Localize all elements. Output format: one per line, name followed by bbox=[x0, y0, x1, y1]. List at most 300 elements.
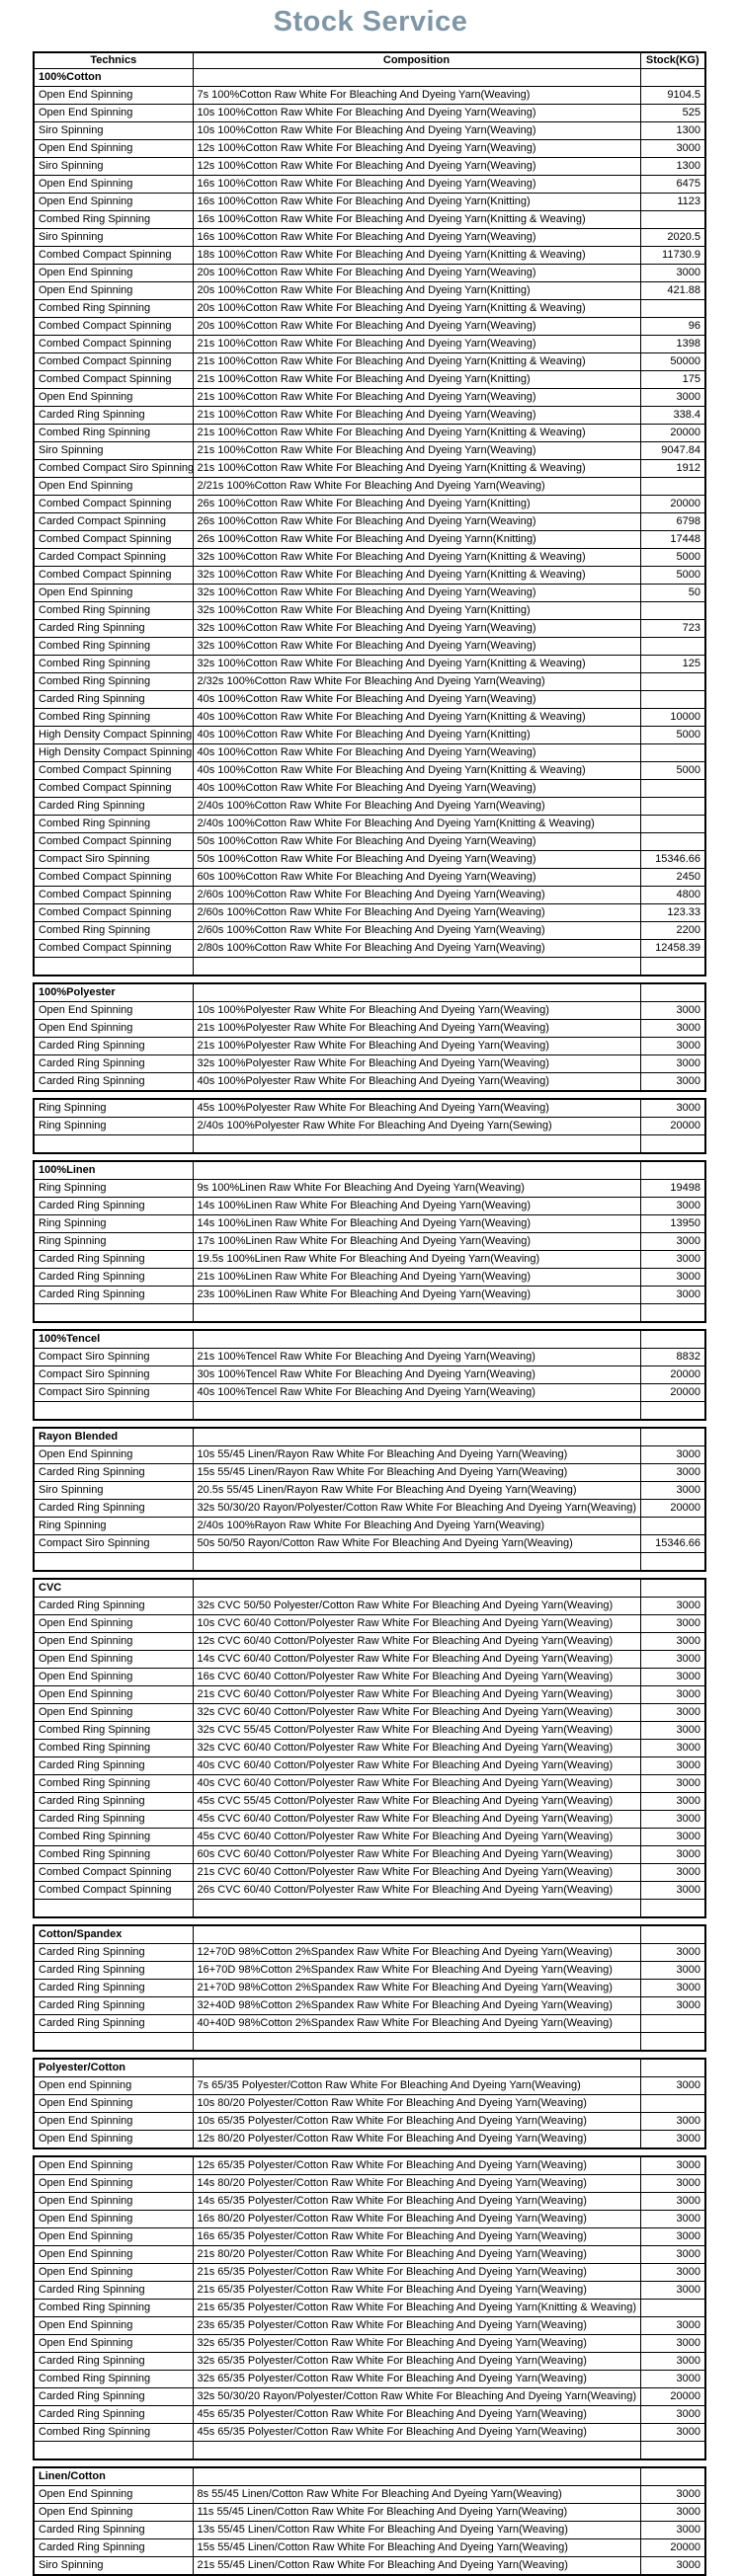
section-header-row bbox=[34, 983, 705, 1002]
empty-row bbox=[34, 2033, 705, 2052]
table-row bbox=[34, 1829, 705, 1846]
table-row bbox=[34, 1002, 705, 1020]
table-row bbox=[34, 1793, 705, 1811]
stock-cell bbox=[640, 780, 705, 798]
table-row bbox=[34, 1073, 705, 1092]
composition-cell: 16s 65/35 Polyester/Cotton Raw White For Bleaching And Dyeing Yarn(Weaving) bbox=[193, 2228, 640, 2246]
technics-cell: Open End Spinning bbox=[34, 2113, 193, 2131]
stock-cell: 96 bbox=[640, 318, 705, 336]
table-row bbox=[34, 194, 705, 211]
composition-cell: 50s 50/50 Rayon/Cotton Raw White For Bleaching And Dyeing Yarn(Weaving) bbox=[193, 1535, 640, 1553]
technics-cell: Combed Ring Spinning bbox=[34, 922, 193, 940]
table-row bbox=[34, 1633, 705, 1651]
stock-cell: 20000 bbox=[640, 1118, 705, 1135]
composition-cell: 21s 100%Polyester Raw White For Bleaching And Dyeing Yarn(Weaving) bbox=[193, 1020, 640, 1038]
stock-cell bbox=[640, 691, 705, 709]
technics-cell: Open End Spinning bbox=[34, 1669, 193, 1686]
stock-cell: 3000 bbox=[640, 1269, 705, 1287]
technics-cell: Combed Ring Spinning bbox=[34, 2300, 193, 2317]
stock-cell: 3000 bbox=[640, 2246, 705, 2264]
composition-cell: 16s 100%Cotton Raw White For Bleaching And Dyeing Yarn(Weaving) bbox=[193, 229, 640, 247]
technics-cell: Siro Spinning bbox=[34, 158, 193, 176]
composition-cell: 26s 100%Cotton Raw White For Bleaching And Dyeing Yarn(Knitting) bbox=[193, 496, 640, 513]
technics-cell: Open End Spinning bbox=[34, 2504, 193, 2522]
stock-cell bbox=[640, 300, 705, 318]
table-row bbox=[34, 2015, 705, 2033]
table-row bbox=[34, 744, 705, 762]
technics-cell: Carded Ring Spinning bbox=[34, 1793, 193, 1811]
composition-cell: 40s 100%Cotton Raw White For Bleaching And Dyeing Yarn(Weaving) bbox=[193, 780, 640, 798]
stock-cell: 1912 bbox=[640, 460, 705, 478]
stock-cell: 3000 bbox=[640, 2131, 705, 2149]
composition-cell: 32s 50/30/20 Rayon/Polyester/Cotton Raw White For Bleaching And Dyeing Yarn(Weaving) bbox=[193, 1500, 640, 1518]
stock-cell bbox=[640, 2442, 705, 2460]
stock-cell: 4800 bbox=[640, 887, 705, 904]
stock-cell bbox=[640, 833, 705, 851]
technics-cell: Carded Ring Spinning bbox=[34, 620, 193, 638]
stock-cell: 2200 bbox=[640, 922, 705, 940]
composition-cell: 32s 100%Cotton Raw White For Bleaching And Dyeing Yarn(Weaving) bbox=[193, 638, 640, 656]
composition-cell: 26s 100%Cotton Raw White For Bleaching And Dyeing Yarnn(Knitting) bbox=[193, 531, 640, 549]
empty-row bbox=[34, 1553, 705, 1572]
technics-cell bbox=[34, 1135, 193, 1154]
stock-cell bbox=[640, 958, 705, 976]
technics-cell: Siro Spinning bbox=[34, 229, 193, 247]
table-row bbox=[34, 1775, 705, 1793]
composition-cell: 32s 100%Cotton Raw White For Bleaching And Dyeing Yarn(Weaving) bbox=[193, 585, 640, 602]
section-title: Cotton/Spandex bbox=[34, 1925, 193, 1944]
technics-cell: Open End Spinning bbox=[34, 2228, 193, 2246]
table-row bbox=[34, 1500, 705, 1518]
stock-cell: 525 bbox=[640, 105, 705, 122]
stock-cell: 3000 bbox=[640, 1651, 705, 1669]
composition-cell: 21s 100%Cotton Raw White For Bleaching And Dyeing Yarn(Weaving) bbox=[193, 336, 640, 353]
composition-cell: 32s CVC 60/40 Cotton/Polyester Raw White For Bleaching And Dyeing Yarn(Weaving) bbox=[193, 1740, 640, 1757]
table-row bbox=[34, 922, 705, 940]
composition-cell: 30s 100%Tencel Raw White For Bleaching And Dyeing Yarn(Weaving) bbox=[193, 1366, 640, 1384]
technics-cell: Open End Spinning bbox=[34, 1002, 193, 1020]
technics-cell: Carded Ring Spinning bbox=[34, 691, 193, 709]
table-row bbox=[34, 1215, 705, 1233]
technics-cell: Carded Ring Spinning bbox=[34, 1980, 193, 1997]
technics-cell: Ring Spinning bbox=[34, 1099, 193, 1118]
composition-cell: 26s 100%Cotton Raw White For Bleaching And Dyeing Yarn(Weaving) bbox=[193, 513, 640, 531]
composition-cell: 32+40D 98%Cotton 2%Spandex Raw White For Bleaching And Dyeing Yarn(Weaving) bbox=[193, 1997, 640, 2015]
table-row bbox=[34, 1962, 705, 1980]
technics-cell bbox=[34, 1553, 193, 1572]
technics-cell: Combed Ring Spinning bbox=[34, 1846, 193, 1864]
stock-cell: 3000 bbox=[640, 1980, 705, 1997]
table-row bbox=[34, 1287, 705, 1304]
stock-cell: 6475 bbox=[640, 176, 705, 194]
stock-cell: 3000 bbox=[640, 2175, 705, 2193]
technics-cell: Open End Spinning bbox=[34, 1651, 193, 1669]
table-row bbox=[34, 1757, 705, 1775]
stock-cell: 3000 bbox=[640, 1740, 705, 1757]
composition-cell: 2/40s 100%Cotton Raw White For Bleaching And Dyeing Yarn(Knitting & Weaving) bbox=[193, 816, 640, 833]
composition-cell: 15s 55/45 Linen/Rayon Raw White For Bleaching And Dyeing Yarn(Weaving) bbox=[193, 1464, 640, 1482]
composition-cell: 21s 100%Tencel Raw White For Bleaching And Dyeing Yarn(Weaving) bbox=[193, 1349, 640, 1366]
composition-cell: 21s CVC 60/40 Cotton/Polyester Raw White For Bleaching And Dyeing Yarn(Weaving) bbox=[193, 1864, 640, 1882]
composition-cell: 2/40s 100%Rayon Raw White For Bleaching And Dyeing Yarn(Weaving) bbox=[193, 1518, 640, 1535]
composition-cell: 21s 65/35 Polyester/Cotton Raw White For Bleaching And Dyeing Yarn(Weaving) bbox=[193, 2264, 640, 2282]
composition-cell bbox=[193, 2442, 640, 2460]
table-row bbox=[34, 1944, 705, 1962]
stock-cell: 3000 bbox=[640, 1669, 705, 1686]
stock-cell: 3000 bbox=[640, 1446, 705, 1464]
table-row bbox=[34, 1446, 705, 1464]
table-row bbox=[34, 1180, 705, 1198]
section-spacer-cell bbox=[193, 1428, 640, 1446]
stock-cell: 9104.5 bbox=[640, 87, 705, 105]
section-spacer-cell bbox=[640, 2467, 705, 2486]
composition-cell: 21s 100%Cotton Raw White For Bleaching And Dyeing Yarn(Knitting & Weaving) bbox=[193, 353, 640, 371]
technics-cell: Combed Compact Spinning bbox=[34, 247, 193, 265]
stock-cell: 3000 bbox=[640, 1464, 705, 1482]
stock-cell bbox=[640, 673, 705, 691]
stock-cell: 3000 bbox=[640, 1055, 705, 1073]
stock-cell: 3000 bbox=[640, 1775, 705, 1793]
stock-cell: 20000 bbox=[640, 1384, 705, 1402]
column-header: Composition bbox=[193, 52, 640, 69]
composition-cell: 32s 100%Cotton Raw White For Bleaching And Dyeing Yarn(Knitting & Weaving) bbox=[193, 549, 640, 567]
table-row bbox=[34, 1864, 705, 1882]
stock-cell: 19498 bbox=[640, 1180, 705, 1198]
stock-cell: 3000 bbox=[640, 1615, 705, 1633]
composition-cell: 21s CVC 60/40 Cotton/Polyester Raw White For Bleaching And Dyeing Yarn(Weaving) bbox=[193, 1686, 640, 1704]
composition-cell: 10s 80/20 Polyester/Cotton Raw White For Bleaching And Dyeing Yarn(Weaving) bbox=[193, 2095, 640, 2113]
stock-cell: 3000 bbox=[640, 389, 705, 407]
stock-cell bbox=[640, 1304, 705, 1323]
technics-cell: Open End Spinning bbox=[34, 1704, 193, 1722]
technics-cell bbox=[34, 1402, 193, 1421]
table-row bbox=[34, 2095, 705, 2113]
section-title: 100%Cotton bbox=[34, 69, 193, 87]
section-title: 100%Linen bbox=[34, 1161, 193, 1180]
composition-cell: 20.5s 55/45 Linen/Rayon Raw White For Bleaching And Dyeing Yarn(Weaving) bbox=[193, 1482, 640, 1500]
technics-cell: Open End Spinning bbox=[34, 1020, 193, 1038]
stock-table-block bbox=[33, 1427, 706, 1572]
composition-cell: 2/32s 100%Cotton Raw White For Bleaching And Dyeing Yarn(Weaving) bbox=[193, 673, 640, 691]
composition-cell: 14s 65/35 Polyester/Cotton Raw White For Bleaching And Dyeing Yarn(Weaving) bbox=[193, 2193, 640, 2211]
technics-cell: Siro Spinning bbox=[34, 442, 193, 460]
stock-table-block bbox=[33, 1578, 706, 1918]
composition-cell: 16s CVC 60/40 Cotton/Polyester Raw White For Bleaching And Dyeing Yarn(Weaving) bbox=[193, 1669, 640, 1686]
technics-cell: Open End Spinning bbox=[34, 2486, 193, 2504]
technics-cell: Combed Compact Spinning bbox=[34, 318, 193, 336]
section-header-row bbox=[34, 69, 705, 87]
composition-cell: 32s 65/35 Polyester/Cotton Raw White For Bleaching And Dyeing Yarn(Weaving) bbox=[193, 2353, 640, 2371]
technics-cell: Carded Ring Spinning bbox=[34, 2522, 193, 2539]
table-row bbox=[34, 389, 705, 407]
table-row bbox=[34, 1251, 705, 1269]
stock-cell bbox=[640, 1900, 705, 1918]
technics-cell: Open End Spinning bbox=[34, 2246, 193, 2264]
table-row bbox=[34, 2282, 705, 2300]
composition-cell: 2/80s 100%Cotton Raw White For Bleaching And Dyeing Yarn(Weaving) bbox=[193, 940, 640, 958]
stock-cell: 50 bbox=[640, 585, 705, 602]
table-row bbox=[34, 2335, 705, 2353]
table-row bbox=[34, 1980, 705, 1997]
table-row bbox=[34, 211, 705, 229]
composition-cell: 14s 100%Linen Raw White For Bleaching And Dyeing Yarn(Weaving) bbox=[193, 1215, 640, 1233]
technics-cell: Carded Ring Spinning bbox=[34, 798, 193, 816]
composition-cell: 21s 100%Cotton Raw White For Bleaching And Dyeing Yarn(Knitting) bbox=[193, 371, 640, 389]
technics-cell: Combed Ring Spinning bbox=[34, 1722, 193, 1740]
table-row bbox=[34, 336, 705, 353]
composition-cell: 10s 55/45 Linen/Rayon Raw White For Bleaching And Dyeing Yarn(Weaving) bbox=[193, 1446, 640, 1464]
composition-cell: 40s 100%Cotton Raw White For Bleaching And Dyeing Yarn(Knitting & Weaving) bbox=[193, 762, 640, 780]
stock-cell: 3000 bbox=[640, 265, 705, 282]
stock-cell: 3000 bbox=[640, 1287, 705, 1304]
table-row bbox=[34, 1269, 705, 1287]
technics-cell: Open End Spinning bbox=[34, 389, 193, 407]
technics-cell: Open End Spinning bbox=[34, 1446, 193, 1464]
composition-cell: 12+70D 98%Cotton 2%Spandex Raw White For Bleaching And Dyeing Yarn(Weaving) bbox=[193, 1944, 640, 1962]
table-row bbox=[34, 691, 705, 709]
technics-cell: Open End Spinning bbox=[34, 265, 193, 282]
section-title: 100%Tencel bbox=[34, 1330, 193, 1349]
technics-cell: Open End Spinning bbox=[34, 282, 193, 300]
table-row bbox=[34, 2539, 705, 2557]
section-title: Polyester/Cotton bbox=[34, 2059, 193, 2077]
table-row bbox=[34, 1722, 705, 1740]
table-row bbox=[34, 727, 705, 744]
technics-cell: Open End Spinning bbox=[34, 2131, 193, 2149]
table-row bbox=[34, 1118, 705, 1135]
technics-cell bbox=[34, 2442, 193, 2460]
stock-cell: 20000 bbox=[640, 496, 705, 513]
technics-cell: Carded Ring Spinning bbox=[34, 1038, 193, 1055]
stock-cell: 17448 bbox=[640, 531, 705, 549]
technics-cell bbox=[34, 1304, 193, 1323]
stock-cell: 3000 bbox=[640, 2156, 705, 2175]
table-row bbox=[34, 1384, 705, 1402]
column-header-row bbox=[34, 52, 705, 69]
technics-cell: Combed Ring Spinning bbox=[34, 2371, 193, 2388]
composition-cell: 32s 65/35 Polyester/Cotton Raw White For Bleaching And Dyeing Yarn(Weaving) bbox=[193, 2335, 640, 2353]
technics-cell: Open End Spinning bbox=[34, 2211, 193, 2228]
table-row bbox=[34, 531, 705, 549]
composition-cell: 16s 100%Cotton Raw White For Bleaching And Dyeing Yarn(Weaving) bbox=[193, 176, 640, 194]
stock-cell bbox=[640, 1518, 705, 1535]
section-spacer-cell bbox=[640, 1330, 705, 1349]
stock-cell: 3000 bbox=[640, 2486, 705, 2504]
stock-cell: 1300 bbox=[640, 158, 705, 176]
stock-cell: 3000 bbox=[640, 1598, 705, 1615]
technics-cell: Carded Ring Spinning bbox=[34, 2539, 193, 2557]
composition-cell: 14s 80/20 Polyester/Cotton Raw White For Bleaching And Dyeing Yarn(Weaving) bbox=[193, 2175, 640, 2193]
technics-cell: Open End Spinning bbox=[34, 87, 193, 105]
composition-cell: 32s CVC 50/50 Polyester/Cotton Raw White For Bleaching And Dyeing Yarn(Weaving) bbox=[193, 1598, 640, 1615]
technics-cell: Compact Siro Spinning bbox=[34, 1535, 193, 1553]
table-row bbox=[34, 549, 705, 567]
stock-cell bbox=[640, 1135, 705, 1154]
table-row bbox=[34, 105, 705, 122]
stock-cell: 3000 bbox=[640, 1020, 705, 1038]
technics-cell: Ring Spinning bbox=[34, 1518, 193, 1535]
stock-cell: 3000 bbox=[640, 1722, 705, 1740]
table-row bbox=[34, 265, 705, 282]
technics-cell bbox=[34, 1900, 193, 1918]
table-row bbox=[34, 1811, 705, 1829]
table-row bbox=[34, 1055, 705, 1073]
technics-cell: Combed Ring Spinning bbox=[34, 816, 193, 833]
technics-cell: Carded Ring Spinning bbox=[34, 1757, 193, 1775]
technics-cell: Carded Ring Spinning bbox=[34, 2406, 193, 2424]
composition-cell: 40s 100%Cotton Raw White For Bleaching And Dyeing Yarn(Knitting & Weaving) bbox=[193, 709, 640, 727]
technics-cell: Combed Compact Spinning bbox=[34, 567, 193, 585]
table-row bbox=[34, 122, 705, 140]
technics-cell: Open End Spinning bbox=[34, 2193, 193, 2211]
technics-cell: Carded Ring Spinning bbox=[34, 1962, 193, 1980]
technics-cell: High Density Compact Spinning bbox=[34, 744, 193, 762]
composition-cell: 40s 100%Polyester Raw White For Bleaching And Dyeing Yarn(Weaving) bbox=[193, 1073, 640, 1092]
stock-cell: 3000 bbox=[640, 1686, 705, 1704]
table-row bbox=[34, 762, 705, 780]
stock-cell: 3000 bbox=[640, 1793, 705, 1811]
table-row bbox=[34, 816, 705, 833]
composition-cell: 21+70D 98%Cotton 2%Spandex Raw White For Bleaching And Dyeing Yarn(Weaving) bbox=[193, 1980, 640, 1997]
section-header-row bbox=[34, 1579, 705, 1598]
section-spacer-cell bbox=[640, 1428, 705, 1446]
table-row bbox=[34, 1482, 705, 1500]
stock-cell: 3000 bbox=[640, 1944, 705, 1962]
technics-cell: Open End Spinning bbox=[34, 2095, 193, 2113]
composition-cell: 50s 100%Cotton Raw White For Bleaching And Dyeing Yarn(Weaving) bbox=[193, 833, 640, 851]
table-row bbox=[34, 656, 705, 673]
stock-cell: 3000 bbox=[640, 1997, 705, 2015]
table-row bbox=[34, 1535, 705, 1553]
composition-cell: 11s 55/45 Linen/Cotton Raw White For Bleaching And Dyeing Yarn(Weaving) bbox=[193, 2504, 640, 2522]
empty-row bbox=[34, 1135, 705, 1154]
technics-cell: Combed Compact Spinning bbox=[34, 1882, 193, 1900]
table-row bbox=[34, 2156, 705, 2175]
technics-cell: Carded Compact Spinning bbox=[34, 549, 193, 567]
stock-cell: 5000 bbox=[640, 727, 705, 744]
stock-cell: 3000 bbox=[640, 1233, 705, 1251]
stock-cell: 20000 bbox=[640, 425, 705, 442]
stock-table-block bbox=[33, 2466, 706, 2576]
empty-row bbox=[34, 2442, 705, 2460]
section-spacer-cell bbox=[640, 1579, 705, 1598]
stock-cell: 421.88 bbox=[640, 282, 705, 300]
stock-cell: 3000 bbox=[640, 1482, 705, 1500]
table-row bbox=[34, 798, 705, 816]
technics-cell: Open End Spinning bbox=[34, 585, 193, 602]
section-spacer-cell bbox=[193, 1330, 640, 1349]
composition-cell: 21s 80/20 Polyester/Cotton Raw White For Bleaching And Dyeing Yarn(Weaving) bbox=[193, 2246, 640, 2264]
composition-cell: 12s 80/20 Polyester/Cotton Raw White For Bleaching And Dyeing Yarn(Weaving) bbox=[193, 2131, 640, 2149]
stock-table-block bbox=[33, 1160, 706, 1323]
stock-cell: 3000 bbox=[640, 1099, 705, 1118]
table-row bbox=[34, 1686, 705, 1704]
technics-cell: Combed Ring Spinning bbox=[34, 425, 193, 442]
technics-cell bbox=[34, 2033, 193, 2052]
technics-cell: Combed Ring Spinning bbox=[34, 1829, 193, 1846]
table-row bbox=[34, 2211, 705, 2228]
table-row bbox=[34, 2504, 705, 2522]
composition-cell bbox=[193, 1304, 640, 1323]
composition-cell: 32s 100%Polyester Raw White For Bleaching And Dyeing Yarn(Weaving) bbox=[193, 1055, 640, 1073]
section-header-row bbox=[34, 1428, 705, 1446]
table-row bbox=[34, 496, 705, 513]
composition-cell: 12s 100%Cotton Raw White For Bleaching And Dyeing Yarn(Weaving) bbox=[193, 140, 640, 158]
empty-row bbox=[34, 1900, 705, 1918]
technics-cell: Combed Compact Spinning bbox=[34, 371, 193, 389]
composition-cell: 32s 100%Cotton Raw White For Bleaching And Dyeing Yarn(Weaving) bbox=[193, 620, 640, 638]
section-spacer-cell bbox=[640, 983, 705, 1002]
technics-cell: Carded Compact Spinning bbox=[34, 513, 193, 531]
composition-cell: 45s CVC 60/40 Cotton/Polyester Raw White For Bleaching And Dyeing Yarn(Weaving) bbox=[193, 1829, 640, 1846]
composition-cell: 7s 65/35 Polyester/Cotton Raw White For Bleaching And Dyeing Yarn(Weaving) bbox=[193, 2077, 640, 2095]
stock-cell bbox=[640, 1402, 705, 1421]
stock-cell bbox=[640, 2300, 705, 2317]
table-row bbox=[34, 638, 705, 656]
stock-cell: 3000 bbox=[640, 1846, 705, 1864]
composition-cell: 10s CVC 60/40 Cotton/Polyester Raw White For Bleaching And Dyeing Yarn(Weaving) bbox=[193, 1615, 640, 1633]
section-title: 100%Polyester bbox=[34, 983, 193, 1002]
composition-cell: 40+40D 98%Cotton 2%Spandex Raw White For Bleaching And Dyeing Yarn(Weaving) bbox=[193, 2015, 640, 2033]
stock-cell: 3000 bbox=[640, 2317, 705, 2335]
technics-cell: Open End Spinning bbox=[34, 1615, 193, 1633]
composition-cell: 16s 100%Cotton Raw White For Bleaching And Dyeing Yarn(Knitting & Weaving) bbox=[193, 211, 640, 229]
table-row bbox=[34, 833, 705, 851]
table-row bbox=[34, 2406, 705, 2424]
stock-cell: 3000 bbox=[640, 1198, 705, 1215]
table-row bbox=[34, 318, 705, 336]
technics-cell: Combed Ring Spinning bbox=[34, 1740, 193, 1757]
technics-cell: Combed Ring Spinning bbox=[34, 709, 193, 727]
composition-cell: 12s 100%Cotton Raw White For Bleaching And Dyeing Yarn(Weaving) bbox=[193, 158, 640, 176]
technics-cell: Carded Ring Spinning bbox=[34, 1073, 193, 1092]
table-row bbox=[34, 247, 705, 265]
composition-cell: 23s 100%Linen Raw White For Bleaching And Dyeing Yarn(Weaving) bbox=[193, 1287, 640, 1304]
technics-cell: Carded Ring Spinning bbox=[34, 1997, 193, 2015]
table-row bbox=[34, 1846, 705, 1864]
table-row bbox=[34, 869, 705, 887]
composition-cell: 2/60s 100%Cotton Raw White For Bleaching And Dyeing Yarn(Weaving) bbox=[193, 922, 640, 940]
composition-cell: 21s 100%Cotton Raw White For Bleaching And Dyeing Yarn(Weaving) bbox=[193, 389, 640, 407]
table-row bbox=[34, 2246, 705, 2264]
stock-cell: 3000 bbox=[640, 2424, 705, 2442]
technics-cell: Carded Ring Spinning bbox=[34, 1287, 193, 1304]
stock-table-block bbox=[33, 1329, 706, 1421]
composition-cell: 16s 80/20 Polyester/Cotton Raw White For Bleaching And Dyeing Yarn(Weaving) bbox=[193, 2211, 640, 2228]
stock-cell: 3000 bbox=[640, 1882, 705, 1900]
section-spacer-cell bbox=[193, 2059, 640, 2077]
composition-cell: 45s 65/35 Polyester/Cotton Raw White For Bleaching And Dyeing Yarn(Weaving) bbox=[193, 2424, 640, 2442]
technics-cell: Open End Spinning bbox=[34, 2335, 193, 2353]
stock-cell: 15346.66 bbox=[640, 851, 705, 869]
technics-cell: Carded Ring Spinning bbox=[34, 2015, 193, 2033]
table-row bbox=[34, 620, 705, 638]
composition-cell: 23s 65/35 Polyester/Cotton Raw White For Bleaching And Dyeing Yarn(Weaving) bbox=[193, 2317, 640, 2335]
table-row bbox=[34, 2300, 705, 2317]
stock-cell bbox=[640, 816, 705, 833]
composition-cell: 20s 100%Cotton Raw White For Bleaching And Dyeing Yarn(Knitting & Weaving) bbox=[193, 300, 640, 318]
composition-cell: 32s 100%Cotton Raw White For Bleaching And Dyeing Yarn(Knitting & Weaving) bbox=[193, 656, 640, 673]
composition-cell: 32s 50/30/20 Rayon/Polyester/Cotton Raw White For Bleaching And Dyeing Yarn(Weaving) bbox=[193, 2388, 640, 2406]
section-spacer-cell bbox=[640, 69, 705, 87]
section-spacer-cell bbox=[193, 1925, 640, 1944]
composition-cell: 9s 100%Linen Raw White For Bleaching And Dyeing Yarn(Weaving) bbox=[193, 1180, 640, 1198]
stock-cell: 20000 bbox=[640, 1500, 705, 1518]
composition-cell: 40s 100%Tencel Raw White For Bleaching And Dyeing Yarn(Weaving) bbox=[193, 1384, 640, 1402]
technics-cell: Combed Ring Spinning bbox=[34, 638, 193, 656]
composition-cell: 2/21s 100%Cotton Raw White For Bleaching And Dyeing Yarn(Weaving) bbox=[193, 478, 640, 496]
stock-cell: 3000 bbox=[640, 2504, 705, 2522]
